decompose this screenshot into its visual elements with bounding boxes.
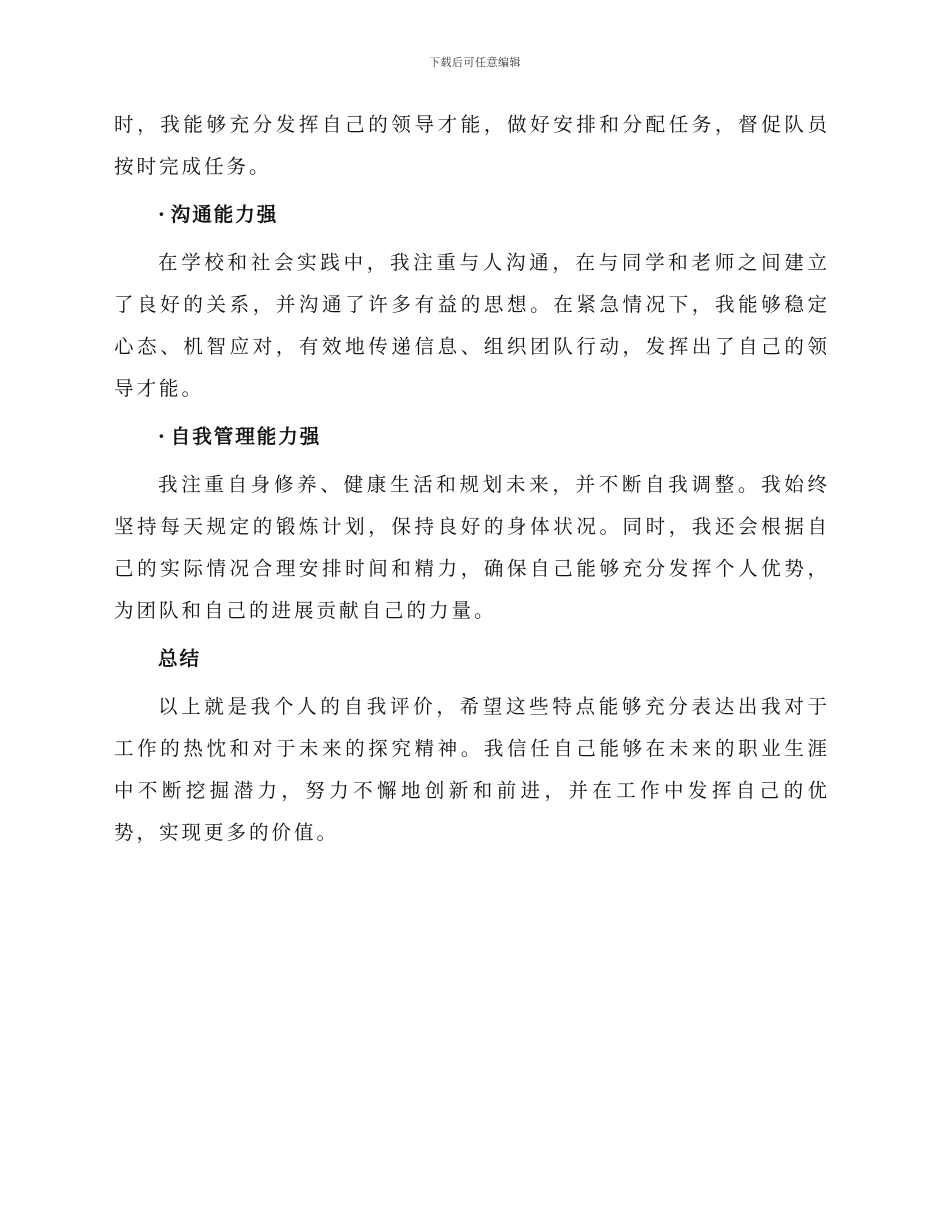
paragraph-self-management: 我注重自身修养、健康生活和规划未来，并不断自我调整。我始终坚持每天规定的锻炼计划，保持良好的身体状况。同时，我还会根据自己的实际情况合理安排时间和精力，确保自己能够充分发挥个人优势，为团队和自己的进展贡献自己的力量。	[114, 473, 830, 622]
continued-paragraph: 时，我能够充分发挥自己的领导才能，做好安排和分配任务，督促队员按时完成任务。	[114, 113, 830, 178]
heading-summary-title: 总结	[158, 647, 202, 670]
bullet-marker: ·	[158, 425, 167, 448]
heading-communication	[158, 194, 830, 236]
document-body	[114, 104, 830, 854]
paragraph-communication: 在学校和社会实践中，我注重与人沟通，在与同学和老师之间建立了良好的关系，并沟通了许多有益的思想。在紧急情况下，我能够稳定心态、机智应对，有效地传递信息、组织团队行动，发挥出了自己的领导才能。	[114, 251, 830, 400]
page-header: 下载后可任意编辑	[429, 56, 521, 69]
heading-communication-title: 沟通能力强	[170, 203, 279, 226]
paragraph-summary: 以上就是我个人的自我评价，希望这些特点能够充分表达出我对于工作的热忱和对于未来的探究精神。我信任自己能够在未来的职业生涯中不断挖掘潜力，努力不懈地创新和前进，并在工作中发挥自己的优势，实现更多的价值。	[114, 695, 830, 844]
heading-self-management-title: 自我管理能力强	[170, 425, 322, 448]
heading-self-management	[158, 416, 830, 458]
heading-summary	[158, 638, 830, 680]
bullet-marker: ·	[158, 203, 167, 226]
